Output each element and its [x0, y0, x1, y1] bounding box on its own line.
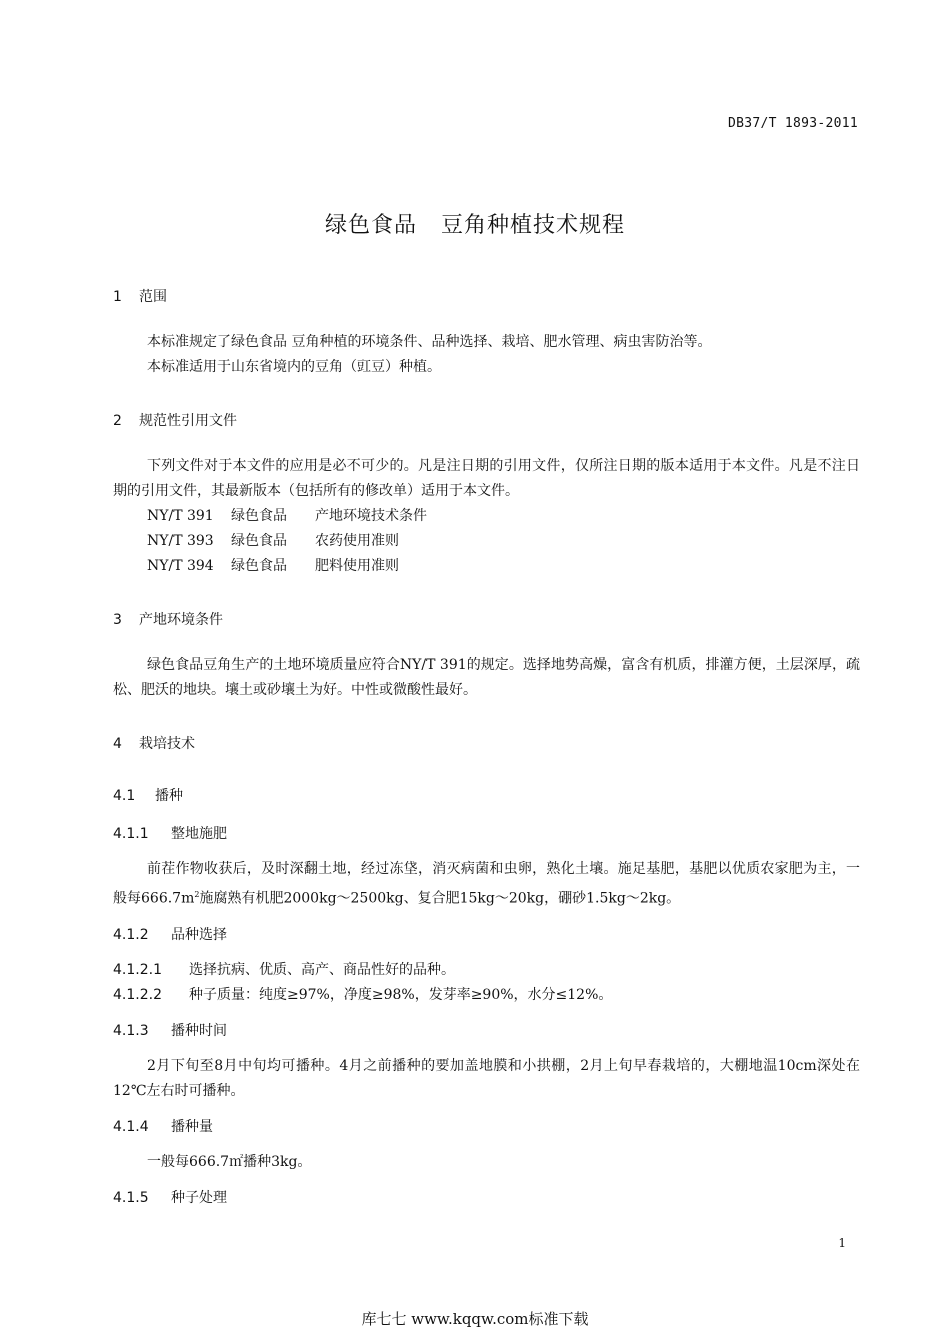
list-item: 4.1.2.2 种子质量：纯度≥97%，净度≥98%，发芽率≥90%，水分≤12%。	[113, 986, 613, 1003]
section-3-heading: 3 产地环境条件	[113, 612, 223, 628]
section-4-1-4-heading: 4.1.4 播种量	[113, 1118, 213, 1135]
section-2-para-1: 下列文件对于本文件的应用是必不可少的。凡是注日期的引用文件，仅所注日期的版本适用于本文件。凡是不注日期的引用文件，其最新版本（包括所有的修改单）适用于本文件。	[113, 458, 860, 499]
page-number: 1	[838, 1236, 846, 1250]
section-4-1-1-para: 前茬作物收获后，及时深翻土地，经过冻垡，消灭病菌和虫卵，熟化土壤。施足基肥，基肥以优质农家肥为主，一般每$666.7m^2$施腐熟有机肥2000kg～2500kg、复合肥15kg～20kg，硼砂1.5kg～2kg。	[113, 861, 860, 907]
section-4-1-heading: 4.1 播种	[113, 788, 183, 804]
list-item: 4.1.2.1 选择抗病、优质、高产、商品性好的品种。	[113, 961, 455, 978]
standard-code: DB37/T 1893-2011	[727, 116, 858, 131]
document-body	[113, 286, 860, 1209]
title-part1: 绿色食品	[324, 213, 417, 238]
reference-item: NY/T 391 绿色食品 产地环境技术条件	[147, 508, 427, 524]
section-4-1-4-para: 一般每666.7㎡播种3kg。	[147, 1153, 312, 1170]
section-1-heading: 1 范围	[113, 289, 167, 305]
document-title	[0, 208, 950, 239]
section-1-para-2: 本标准适用于山东省境内的豆角（豇豆）种植。	[147, 359, 441, 375]
reference-item: NY/T 393 绿色食品 农药使用准则	[147, 533, 399, 549]
section-3-para-1: 绿色食品豆角生产的土地环境质量应符合NY/T 391的规定。选择地势高燥，富含有机质，排灌方便，土层深厚，疏松、肥沃的地块。壤土或砂壤土为好。中性或微酸性最好。	[113, 657, 860, 698]
section-4-1-2-heading: 4.1.2 品种选择	[113, 926, 227, 943]
section-1-para-1: 本标准规定了绿色食品 豆角种植的环境条件、品种选择、栽培、肥水管理、病虫害防治等。	[147, 334, 712, 350]
title-part2: 豆角种植技术规程	[441, 213, 626, 238]
section-4-heading: 4 栽培技术	[113, 736, 195, 752]
section-2-heading: 2 规范性引用文件	[113, 413, 237, 429]
section-4-1-3-para: 2月下旬至8月中旬均可播种。4月之前播种的要加盖地膜和小拱棚，2月上旬早春栽培的，大棚地温10cm深处在12℃左右时可播种。	[113, 1057, 860, 1099]
section-4-1-3-heading: 4.1.3 播种时间	[113, 1022, 227, 1039]
section-4-1-1-heading: 4.1.1 整地施肥	[113, 826, 227, 842]
reference-item: NY/T 394 绿色食品 肥料使用准则	[147, 558, 399, 574]
footer-watermark: 库七七 www.kqqw.com标准下载	[361, 1310, 589, 1328]
section-4-1-5-heading: 4.1.5 种子处理	[113, 1189, 227, 1206]
